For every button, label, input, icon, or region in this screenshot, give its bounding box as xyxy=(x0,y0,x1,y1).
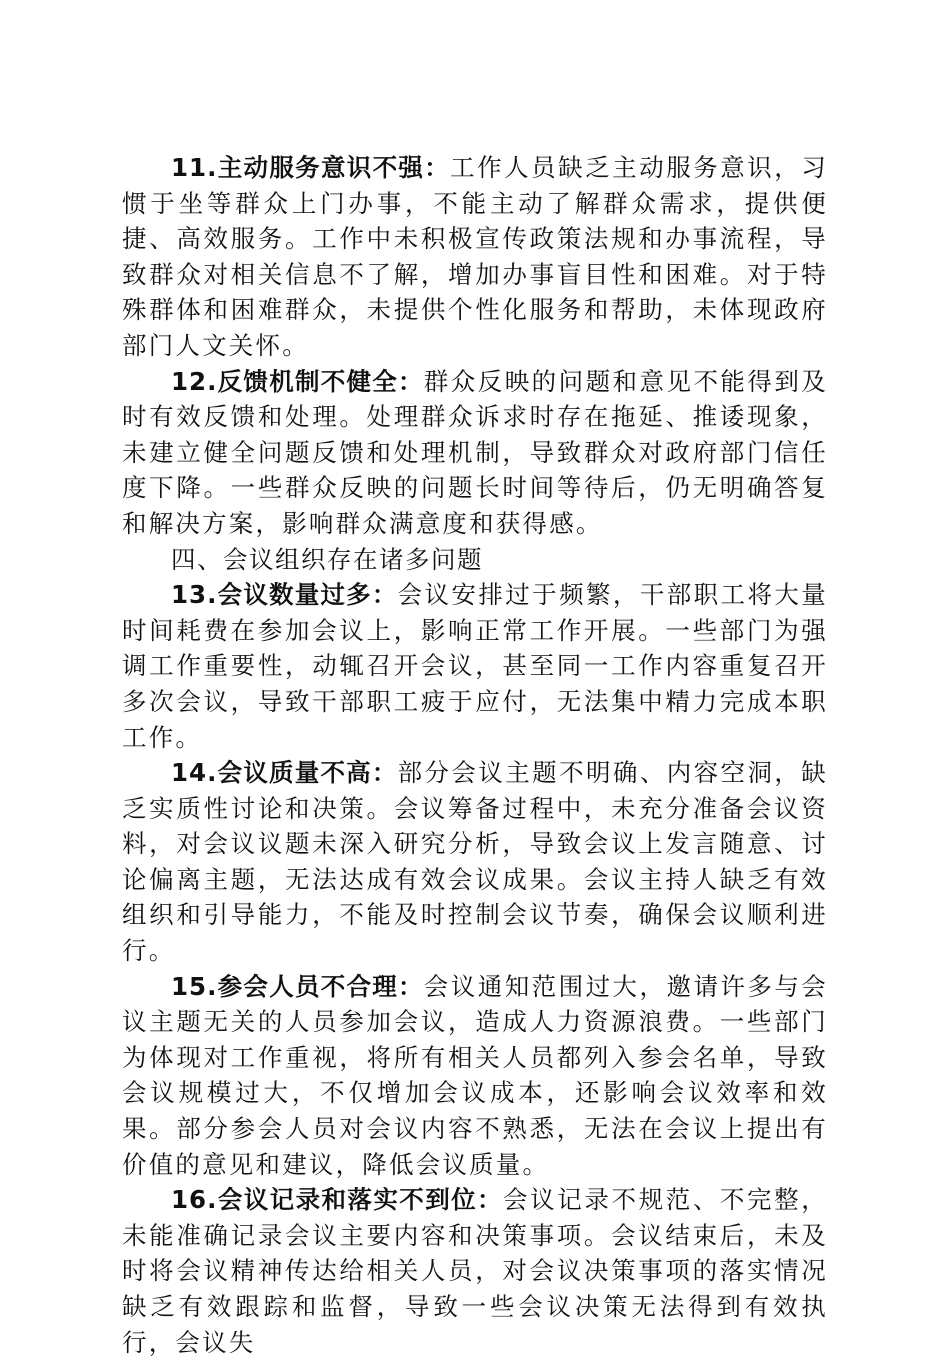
paragraph-15 xyxy=(122,969,828,1183)
paragraph-text: 部分会议主题不明确、内容空洞，缺乏实质性讨论和决策。会议筹备过程中，未充分准备会议资料，对会议议题未深入研究分析，导致会议上发言随意、讨论偏离主题，无法达成有效会议成果。会议主持人缺乏有效组织和引导能力，不能及时控制会议节奏，确保会议顺利进行。 xyxy=(122,758,828,966)
paragraph-13 xyxy=(122,577,828,755)
paragraph-text: 会议通知范围过大，邀请许多与会议主题无关的人员参加会议，造成人力资源浪费。一些部门为体现对工作重视，将所有相关人员都列入参会名单，导致会议规模过大，不仅增加会议成本，还影响会议效率和效果。部分参会人员对会议内容不熟悉，无法在会议上提出有价值的意见和建议，降低会议质量。 xyxy=(122,971,829,1179)
paragraph-11 xyxy=(122,150,828,364)
paragraph-lead: 15.参会人员不合理： xyxy=(171,971,424,1001)
paragraph-text: 工作人员缺乏主动服务意识，习惯于坐等群众上门办事，不能主动了解群众需求，提供便捷、高效服务。工作中未积极宣传政策法规和办事流程，导致群众对相关信息不了解，增加办事盲目性和困难。对于特殊群体和困难群众，未提供个性化服务和帮助，未体现政府部门人文关怀。 xyxy=(122,153,828,360)
paragraph-14 xyxy=(122,755,828,969)
paragraph-text: 会议记录不规范、不完整，未能准确记录会议主要内容和决策事项。会议结束后，未及时将会议精神传达给相关人员，对会议决策事项的落实情况缺乏有效跟踪和监督，导致一些会议决策无法得到有效执行，会议失 xyxy=(122,1185,829,1357)
paragraph-lead: 14.会议质量不高： xyxy=(171,758,398,788)
paragraph-lead: 11.主动服务意识不强： xyxy=(171,153,451,182)
paragraph-16 xyxy=(122,1182,828,1360)
section-heading: 四、会议组织存在诸多问题 xyxy=(171,544,483,574)
paragraph-lead: 12.反馈机制不健全： xyxy=(171,366,424,396)
paragraph-lead: 13.会议数量过多： xyxy=(171,580,398,610)
paragraph-text: 会议安排过于频繁，干部职工将大量时间耗费在参加会议上，影响正常工作开展。一些部门为强调工作重要性，动辄召开会议，甚至同一工作内容重复召开多次会议，导致干部职工疲于应付，无法集中精力完成本职工作。 xyxy=(122,580,828,752)
paragraph-text: 群众反映的问题和意见不能得到及时有效反馈和处理。处理群众诉求时存在拖延、推诿现象，未建立健全问题反馈和处理机制，导致群众对政府部门信任度下降。一些群众反映的问题长时间等待后，仍无明确答复和解决方案，影响群众满意度和获得感。 xyxy=(122,366,829,538)
paragraph-lead: 16.会议记录和落实不到位： xyxy=(171,1185,503,1215)
document-page xyxy=(122,150,828,1360)
paragraph-12 xyxy=(122,364,828,542)
